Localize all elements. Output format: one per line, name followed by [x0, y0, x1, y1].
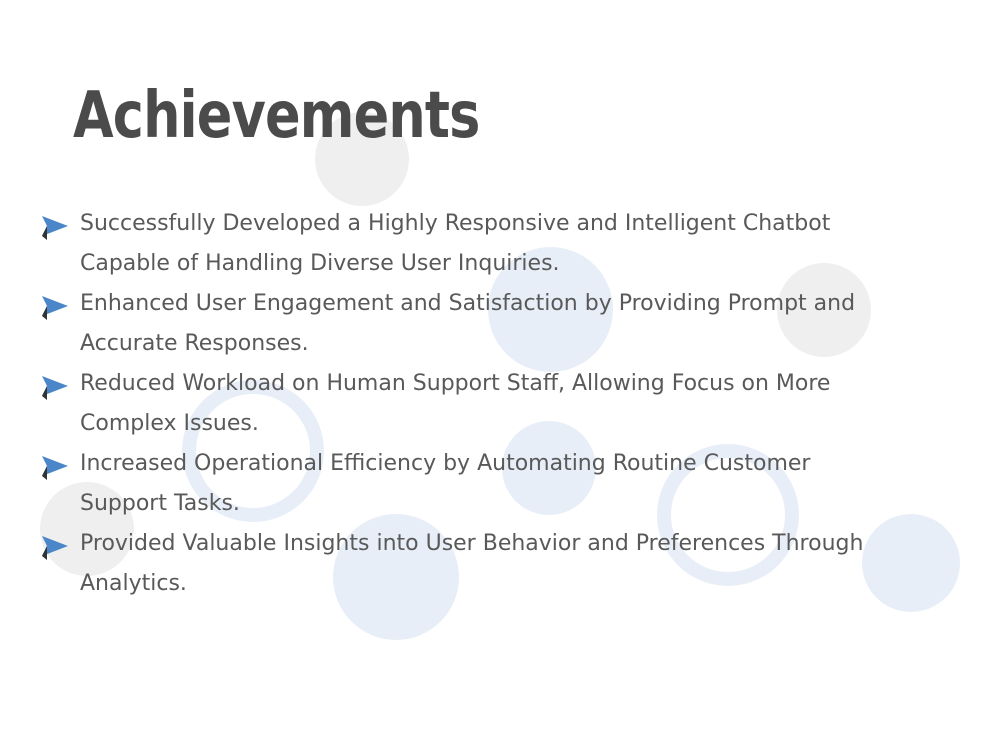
- blue-play-arrow-icon: [38, 370, 70, 402]
- list-item: [38, 364, 938, 444]
- blue-play-arrow-icon: [38, 290, 70, 322]
- list-item-text: Increased Operational Efficiency by Automating Routine Customer Support Tasks.: [80, 451, 811, 516]
- list-item: [38, 524, 938, 604]
- list-item-text: Successfully Developed a Highly Responsive and Intelligent Chatbot Capable of Handling Diverse User Inquiries.: [80, 211, 831, 276]
- slide-title: Achievements: [73, 79, 480, 153]
- list-item: [38, 444, 938, 524]
- list-item-text: Reduced Workload on Human Support Staff, Allowing Focus on More Complex Issues.: [80, 371, 831, 436]
- achievement-list: [38, 204, 938, 604]
- list-item-text: Enhanced User Engagement and Satisfaction by Providing Prompt and Accurate Responses.: [80, 291, 856, 356]
- blue-play-arrow-icon: [38, 450, 70, 482]
- list-item: [38, 204, 938, 284]
- blue-play-arrow-icon: [38, 210, 70, 242]
- list-item: [38, 284, 938, 364]
- blue-play-arrow-icon: [38, 530, 70, 562]
- list-item-text: Provided Valuable Insights into User Behavior and Preferences Through Analytics.: [80, 531, 864, 596]
